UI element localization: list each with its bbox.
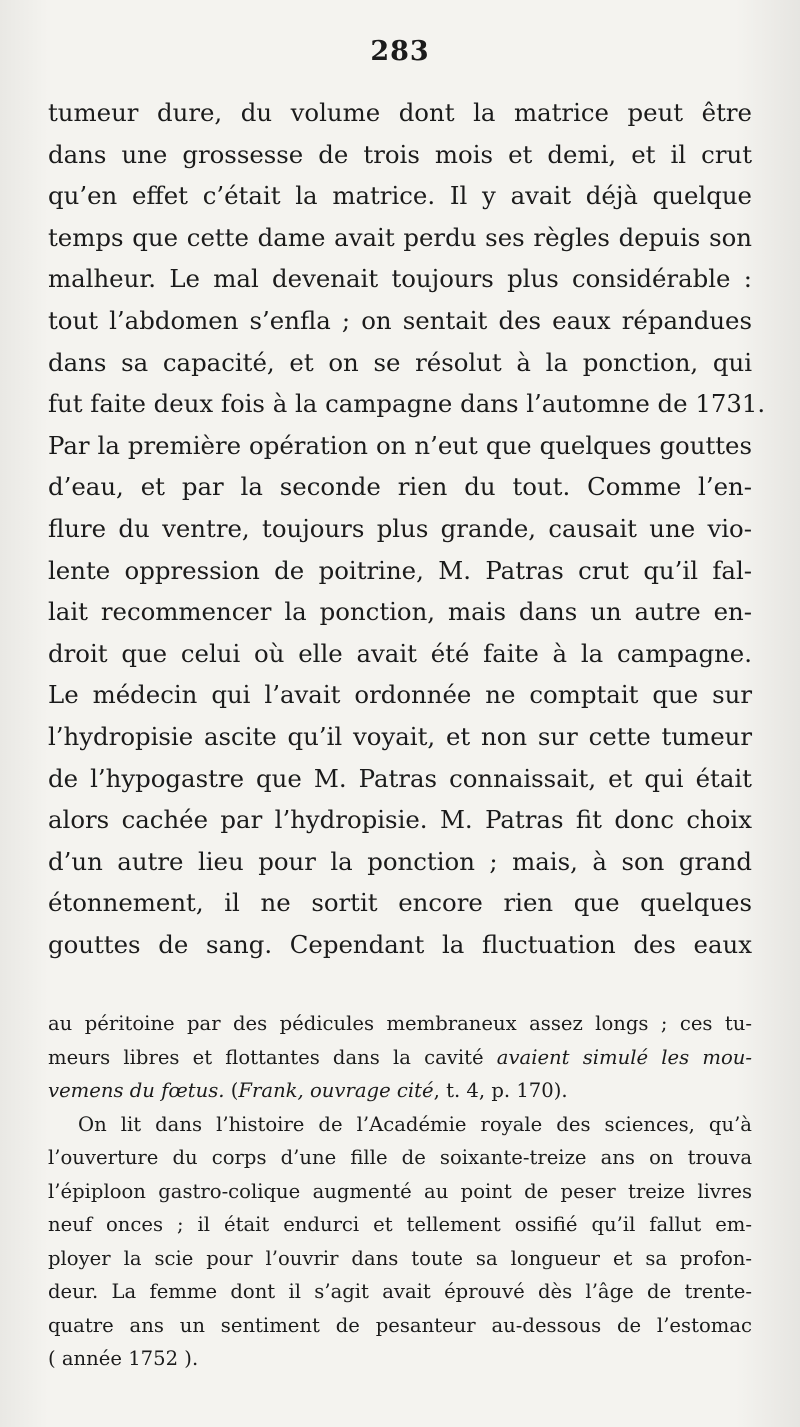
text-line: flure du ventre, toujours plus grande, causait une vio- [48, 513, 752, 543]
note-line [48, 1041, 752, 1075]
text-line: étonnement, il ne sortit encore rien que quelques [48, 888, 752, 918]
text-line: alors cachée par l’hydropisie. M. Patras fit donc choix [48, 805, 752, 835]
note-line: On lit dans l’histoire de l’Académie royale des sciences, qu’à [78, 1112, 752, 1136]
text-line: droit que celui où elle avait été faite à la campagne. [48, 638, 752, 668]
text-line: fut faite deux fois à la campagne dans l’automne de 1731. [48, 389, 766, 419]
note-line-italic: vemens du fœtus. [48, 1079, 225, 1102]
note-line [48, 1074, 752, 1108]
text-line: temps que cette dame avait perdu ses règles depuis son [48, 222, 752, 252]
text-line: gouttes de sang. Cependant la fluctuation des eaux [48, 929, 752, 959]
note-line: neuf onces ; il était endurci et tellement ossifié qu’il fallut em- [48, 1213, 752, 1236]
note-line: deur. La femme dont il s’agit avait éprouvé dès l’âge de trente- [48, 1280, 752, 1303]
text-line: lente oppression de poitrine, M. Patras crut qu’il fal- [48, 555, 752, 585]
note-line: quatre ans un sentiment de pesanteur au-dessous de l’estomac [48, 1313, 752, 1337]
note-line-roman: meurs libres et flottantes dans la cavité [48, 1045, 497, 1069]
note-line: au péritoine par des pédicules membraneux assez longs ; ces tu- [48, 1012, 752, 1035]
citation-roman: , t. 4, p. 170). [433, 1079, 568, 1102]
page-number: 283 [370, 36, 430, 67]
text-line: malheur. Le mal devenait toujours plus considérable : [48, 264, 752, 294]
note-line: l’ouverture du corps d’une fille de soixante-treize ans on trouva [48, 1146, 752, 1169]
text-line: d’eau, et par la seconde rien du tout. Comme l’en- [48, 472, 752, 502]
text-line: lait recommencer la ponction, mais dans un autre en- [48, 597, 752, 627]
text-line: qu’en effet c’était la matrice. Il y avait déjà quelque [48, 181, 752, 211]
text-line: dans sa capacité, et on se résolut à la ponction, qui [48, 347, 752, 377]
text-line: d’un autre lieu pour la ponction ; mais, à son grand [48, 846, 752, 876]
main-text-block [48, 92, 766, 965]
footnote-block [48, 1007, 752, 1376]
text-line: Par la première opération on n’eut que quelques gouttes [48, 430, 752, 460]
text-line: dans une grossesse de trois mois et demi, et il crut [48, 139, 752, 169]
note-line: l’épiploon gastro-colique augmenté au point de peser treize livres [48, 1179, 752, 1203]
text-line: de l’hypogastre que M. Patras connaissait, et qui était [48, 763, 752, 793]
text-line: tumeur dure, du volume dont la matrice peut être [48, 98, 752, 127]
note-line: ployer la scie pour l’ouvrir dans toute sa longueur et sa profon- [48, 1246, 752, 1270]
note-line-italic: avaient simulé les mou- [496, 1045, 752, 1069]
text-line: tout l’abdomen s’enfla ; on sentait des eaux répandues [48, 305, 752, 335]
note-line: ( année 1752 ). [48, 1347, 199, 1370]
citation-italic: Frank, ouvrage cité [238, 1079, 434, 1102]
text-line: l’hydropisie ascite qu’il voyait, et non sur cette tumeur [48, 721, 752, 751]
text-line: Le médecin qui l’avait ordonnée ne comptait que sur [48, 680, 752, 710]
note-line-roman: ( [224, 1079, 239, 1102]
